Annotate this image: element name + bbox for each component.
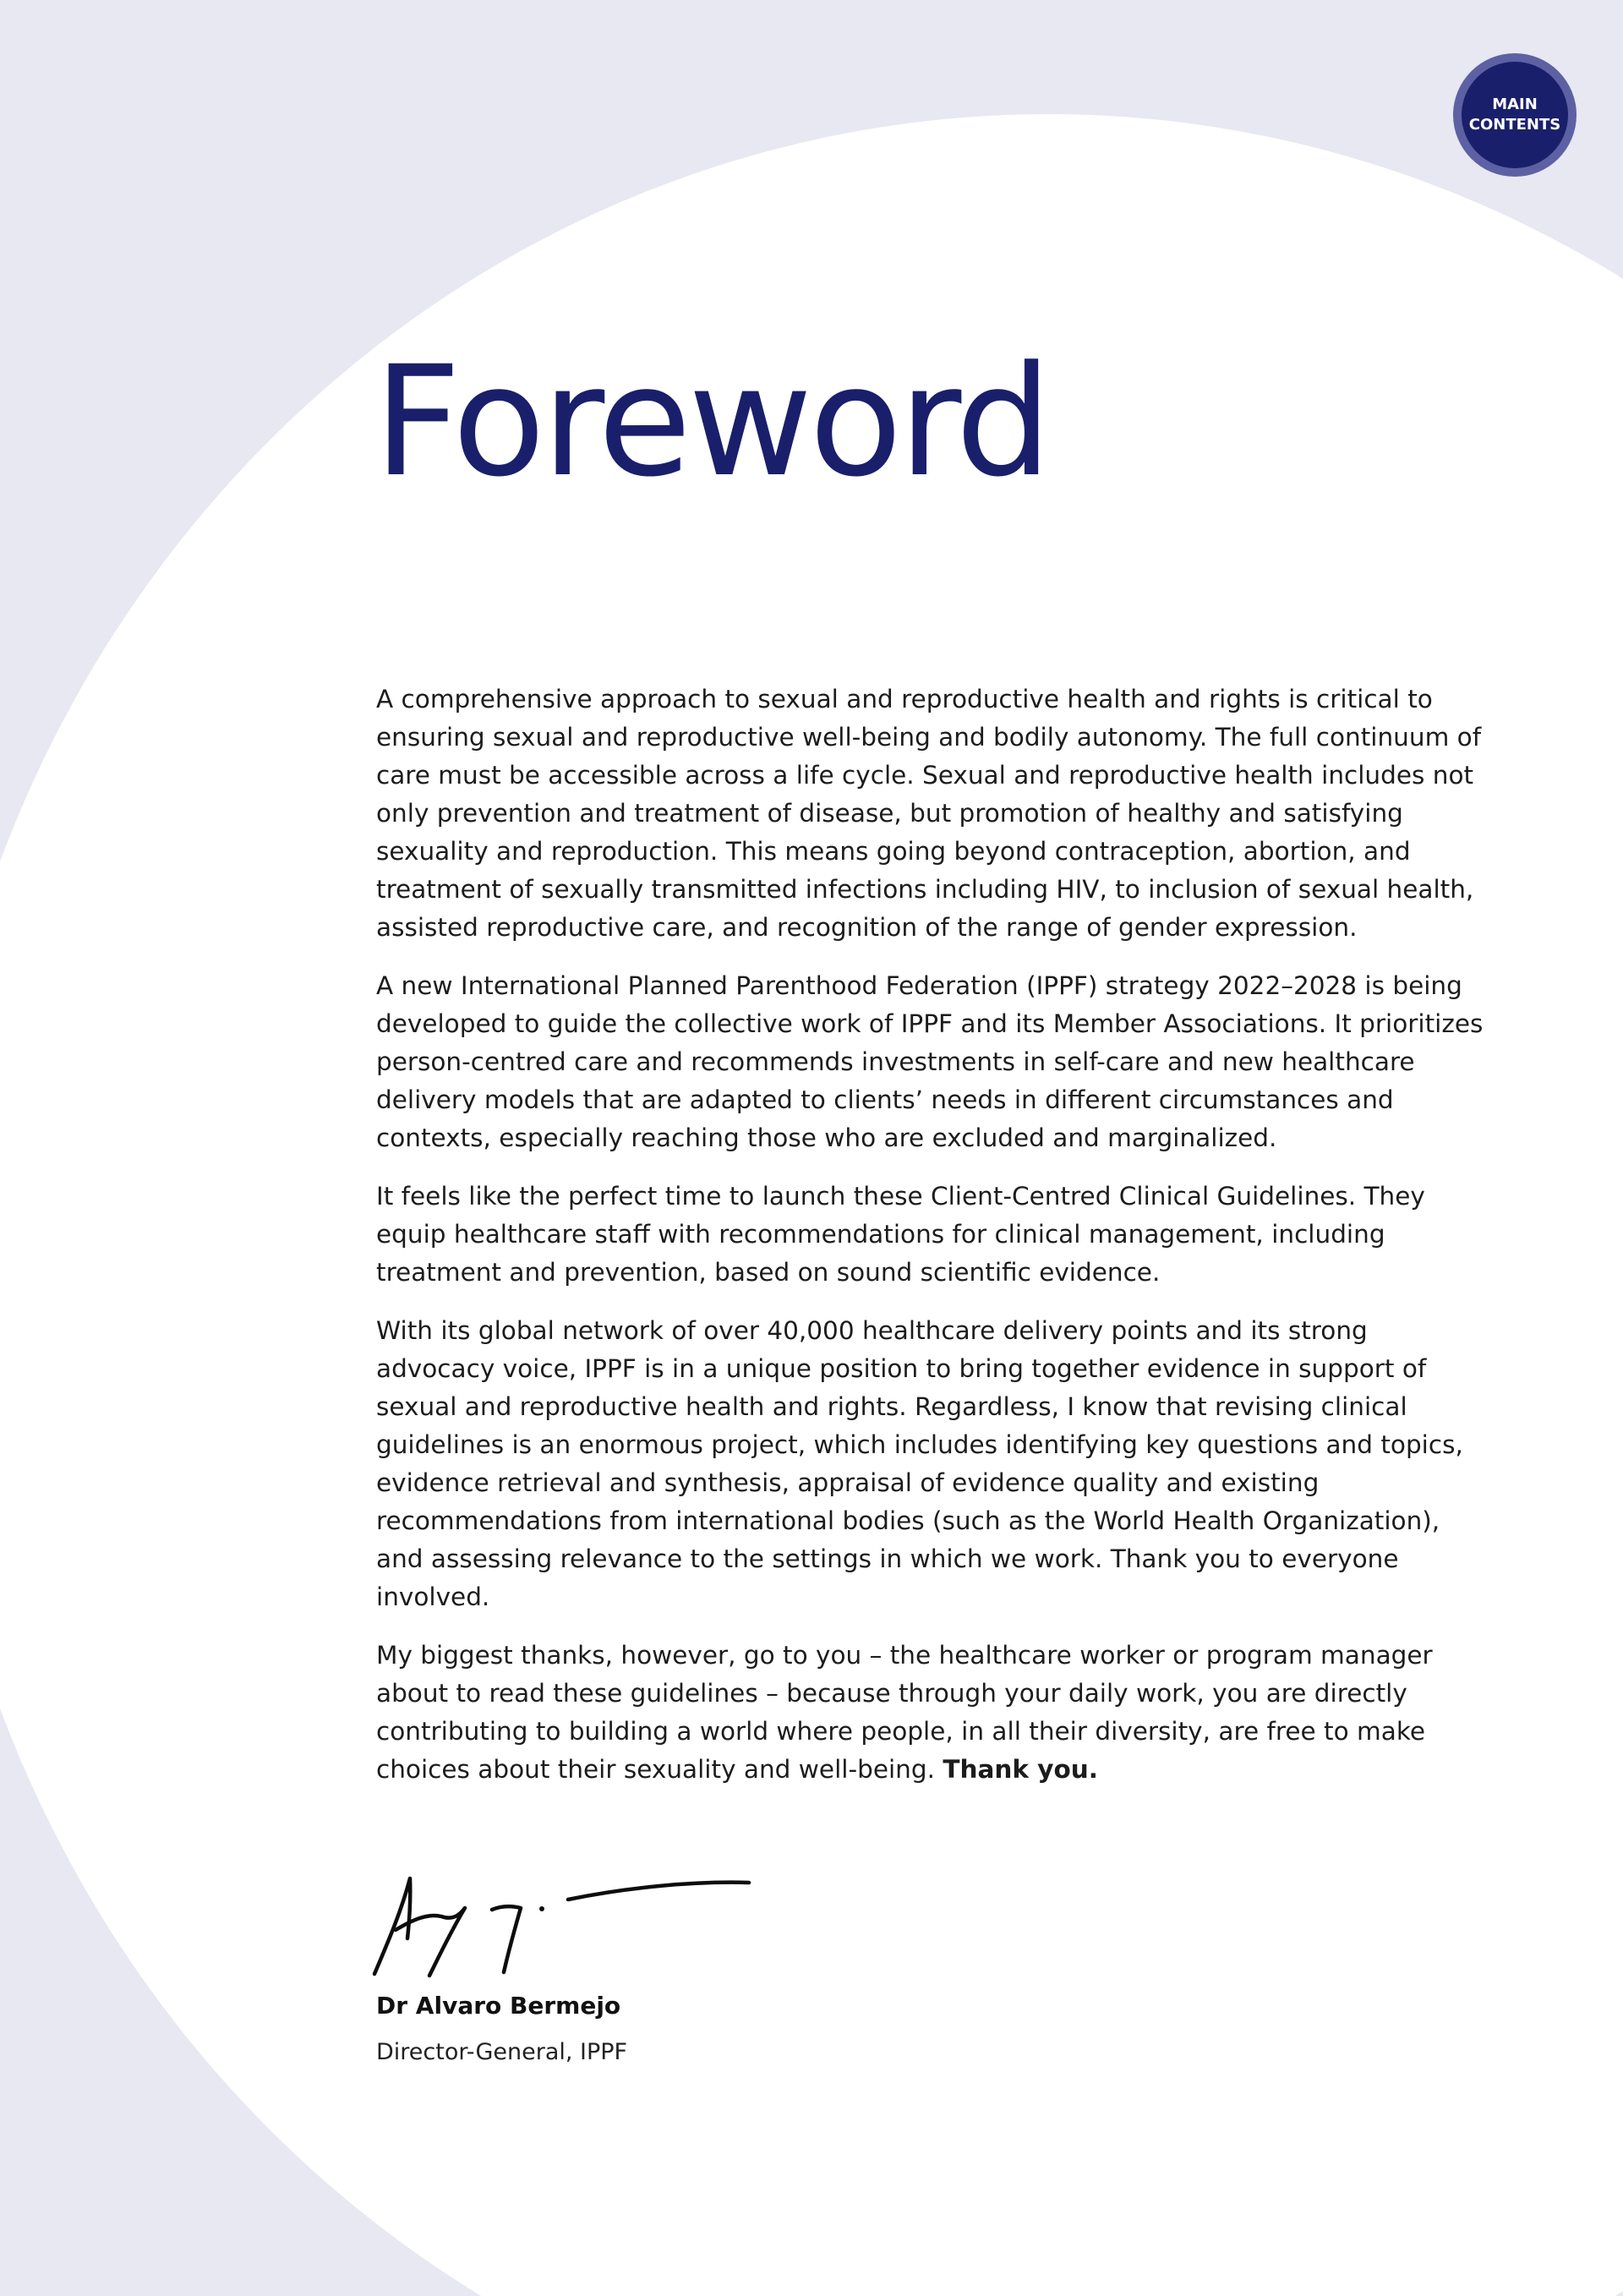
closing-paragraph-text: My biggest thanks, however, go to you – the healthcare worker or program manager about to read these guidelines – because through your daily work, you are directly contributing to building a world where people, in all their diversity, are free to make choices about their sexuality and well-being. — [376, 1641, 1433, 1784]
body-paragraph-4: With its global network of over 40,000 healthcare delivery points and its strong advocacy voice, IPPF is in a unique position to bring together evidence in support of sexual and reproductive health and rights. Regardless, I know that revising clinical guidelines is an enormous project, which includes identifying key questions and topics, evidence retrieval and synthesis, appraisal of evidence quality and existing recommendations from international bodies (such as the World Health Organization), and assessing relevance to the settings in which we work. Thank you to everyone involved. — [376, 1316, 1463, 1611]
signatory-title: Director-General, IPPF — [376, 2039, 628, 2065]
closing-emphasis: Thank you. — [943, 1755, 1099, 1784]
body-paragraph-2: A new International Planned Parenthood Federation (IPPF) strategy 2022–2028 is being developed to guide the collective work of IPPF and its Member Associations. It prioritizes person-centred care and recommends investments in self-care and new healthcare delivery models that are adapted to clients’ needs in different circumstances and contexts, especially reaching those who are excluded and marginalized. — [376, 971, 1484, 1152]
foreword-body — [376, 681, 1492, 1809]
body-paragraph-5 — [376, 1637, 1492, 1789]
body-paragraph-1: A comprehensive approach to sexual and reproductive health and rights is critical to ensuring sexual and reproductive well-being and bodily autonomy. The full continuum of care must be accessible across a life cycle. Sexual and reproductive health includes not only prevention and treatment of disease, but promotion of healthy and satisfying sexuality and reproduction. This means going beyond contraception, abortion, and treatment of sexually transmitted infections including HIV, to inclusion of sexual health, assisted reproductive care, and recognition of the range of gender expression. — [376, 685, 1482, 942]
body-paragraph-3: It feels like the perfect time to launch these Client-Centred Clinical Guidelines. They equip healthcare staff with recommendations for clinical management, including treatment and prevention, based on sound scientific evidence. — [376, 1182, 1425, 1287]
page-title: Foreword — [374, 334, 1049, 511]
main-contents-line2: CONTENTS — [1468, 116, 1561, 134]
main-contents-button[interactable] — [1453, 53, 1577, 177]
main-contents-label — [1462, 62, 1568, 168]
signatory-name: Dr Alvaro Bermejo — [376, 1992, 621, 2020]
signature-image — [372, 1864, 752, 1982]
main-contents-line1: MAIN — [1492, 96, 1538, 113]
